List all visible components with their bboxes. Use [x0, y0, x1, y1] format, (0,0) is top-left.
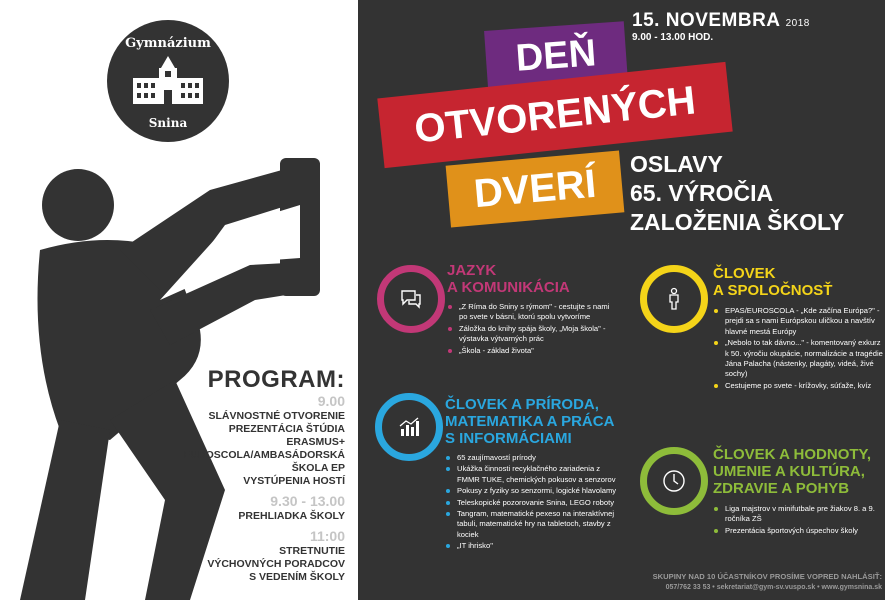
list-item: Tangram, matematické pexeso na interaktívnej tabuli, matematické hry na tabletoch, stavby z kociek	[445, 509, 620, 540]
program-text: PREZENTÁCIA ŠTÚDIA	[228, 423, 345, 435]
footer	[620, 572, 882, 591]
date-day-month: 15. NOVEMBRA	[632, 10, 780, 31]
program-time-3: 11:00	[309, 528, 345, 544]
priroda-title-line-2: MATEMATIKA A PRÁCA	[445, 413, 615, 430]
program-block	[160, 368, 345, 584]
spolocnost-title-line-1: ČLOVEK	[713, 265, 776, 282]
school-building-icon	[131, 56, 205, 106]
jazyk-title-line-1: JAZYK	[447, 262, 497, 279]
anniversary-text	[630, 150, 844, 237]
jazyk-title	[447, 262, 570, 296]
logo-bottom-text: Snina	[148, 116, 188, 130]
list-item: Cestujeme po svete - krížovky, súťaže, kvíz	[713, 381, 883, 391]
list-item: Liga majstrov v minifutbale pre žiakov 8. a 9. ročníka ZŠ	[713, 504, 883, 525]
program-text: VÝCHOVNÝCH PORADCOV	[207, 558, 345, 570]
program-title: PROGRAM:	[207, 366, 345, 393]
list-item: 65 zaujímavostí prírody	[445, 453, 620, 463]
speech-bubble-icon	[399, 287, 423, 311]
anniversary-line-3: ZALOŽENIA ŠKOLY	[630, 209, 845, 235]
spolocnost-list	[713, 306, 883, 392]
headline-banner-3: DVERÍ	[446, 151, 625, 228]
list-item: „Z Ríma do Sniny s rýmom" - cestujte s nami po svete v básni, ktorú spolu vytvoríme	[447, 302, 617, 323]
jazyk-list	[447, 302, 617, 357]
program-time-1: 9.00	[317, 393, 345, 409]
program-text: S VEDENÍM ŠKOLY	[249, 571, 345, 583]
program-time-2: 9.30 - 13.00	[270, 493, 345, 509]
event-hours: 9.00 - 13.00 HOD.	[632, 32, 714, 43]
priroda-circle	[375, 393, 443, 461]
list-item: „Nebolo to tak dávno..." - komentovaný exkurz k 50. výročiu okupácie, normalizácie a tragédie Jána Palacha (nástenky, plagáty, videá, živé sochy)	[713, 338, 883, 380]
list-item: Pokusy z fyziky so senzormi, logické hlavolamy	[445, 486, 620, 496]
spolocnost-title	[713, 265, 832, 299]
hodnoty-circle	[640, 447, 708, 515]
jazyk-title-line-2: A KOMUNIKÁCIA	[447, 279, 570, 296]
date-year: 2018	[785, 18, 810, 29]
priroda-title-line-1: ČLOVEK A PRÍRODA,	[445, 396, 599, 413]
headline-banner-2: OTVORENÝCH	[377, 62, 732, 168]
priroda-title-line-3: S INFORMÁCIAMI	[445, 430, 572, 447]
list-item: Ukážka činnosti recyklačného zariadenia z FMMR TUKE, chemických pokusov a senzorov	[445, 464, 620, 485]
program-text: SLÁVNOSTNÉ OTVORENIE	[208, 410, 345, 422]
list-item: Prezentácia športových úspechov školy	[713, 526, 883, 536]
clock-icon	[662, 469, 686, 493]
hodnoty-title-line-2: UMENIE A KULTÚRA,	[713, 463, 865, 480]
person-icon	[662, 287, 686, 311]
logo-top-text: Gymnázium	[125, 36, 211, 51]
footer-notice: SKUPINY NAD 10 ÚČASTNÍKOV PROSÍME VOPRED NAHLÁSIŤ:	[652, 572, 882, 581]
hodnoty-title-line-3: ZDRAVIE A POHYB	[713, 480, 850, 497]
hodnoty-title	[713, 446, 871, 497]
list-item: EPAS/EUROSCOLA - „Kde začína Európa?" - prejdi sa s nami Európskou uličkou a navštív hlavné mestá Európy	[713, 306, 883, 337]
program-text: VYSTÚPENIA HOSTÍ	[243, 475, 345, 487]
list-item: „IT ihrisko"	[445, 541, 620, 551]
spolocnost-circle	[640, 265, 708, 333]
hodnoty-list	[713, 504, 883, 537]
bar-chart-icon	[397, 415, 421, 439]
anniversary-line-2: 65. VÝROČIA	[630, 180, 774, 206]
program-text: ERASMUS+	[286, 436, 345, 448]
school-logo	[107, 20, 229, 142]
list-item: Teleskopické pozorovanie Snina, LEGO roboty	[445, 498, 620, 508]
program-text: PREHLIADKA ŠKOLY	[238, 510, 345, 522]
list-item: Záložka do knihy spája školy, „Moja škola" - výstavka výtvarných prác	[447, 324, 617, 345]
event-date	[632, 10, 810, 43]
jazyk-circle	[377, 265, 445, 333]
hodnoty-title-line-1: ČLOVEK A HODNOTY,	[713, 446, 872, 463]
headline-banner-1: DEŇ	[484, 21, 628, 91]
priroda-title	[445, 396, 614, 447]
program-text: ŠKOLA EP	[291, 462, 345, 474]
list-item: „Škola - základ života"	[447, 346, 617, 356]
priroda-list	[445, 453, 620, 553]
footer-contact: 057/762 33 53 • sekretariat@gym-sv.vuspo.sk • www.gymsnina.sk	[665, 584, 882, 591]
anniversary-line-1: OSLAVY	[630, 151, 723, 177]
program-text: STRETNUTIE	[279, 545, 345, 557]
program-text: EUROSCOLA/AMBASÁDORSKÁ	[183, 449, 345, 461]
spolocnost-title-line-2: A SPOLOČNOSŤ	[713, 282, 833, 299]
